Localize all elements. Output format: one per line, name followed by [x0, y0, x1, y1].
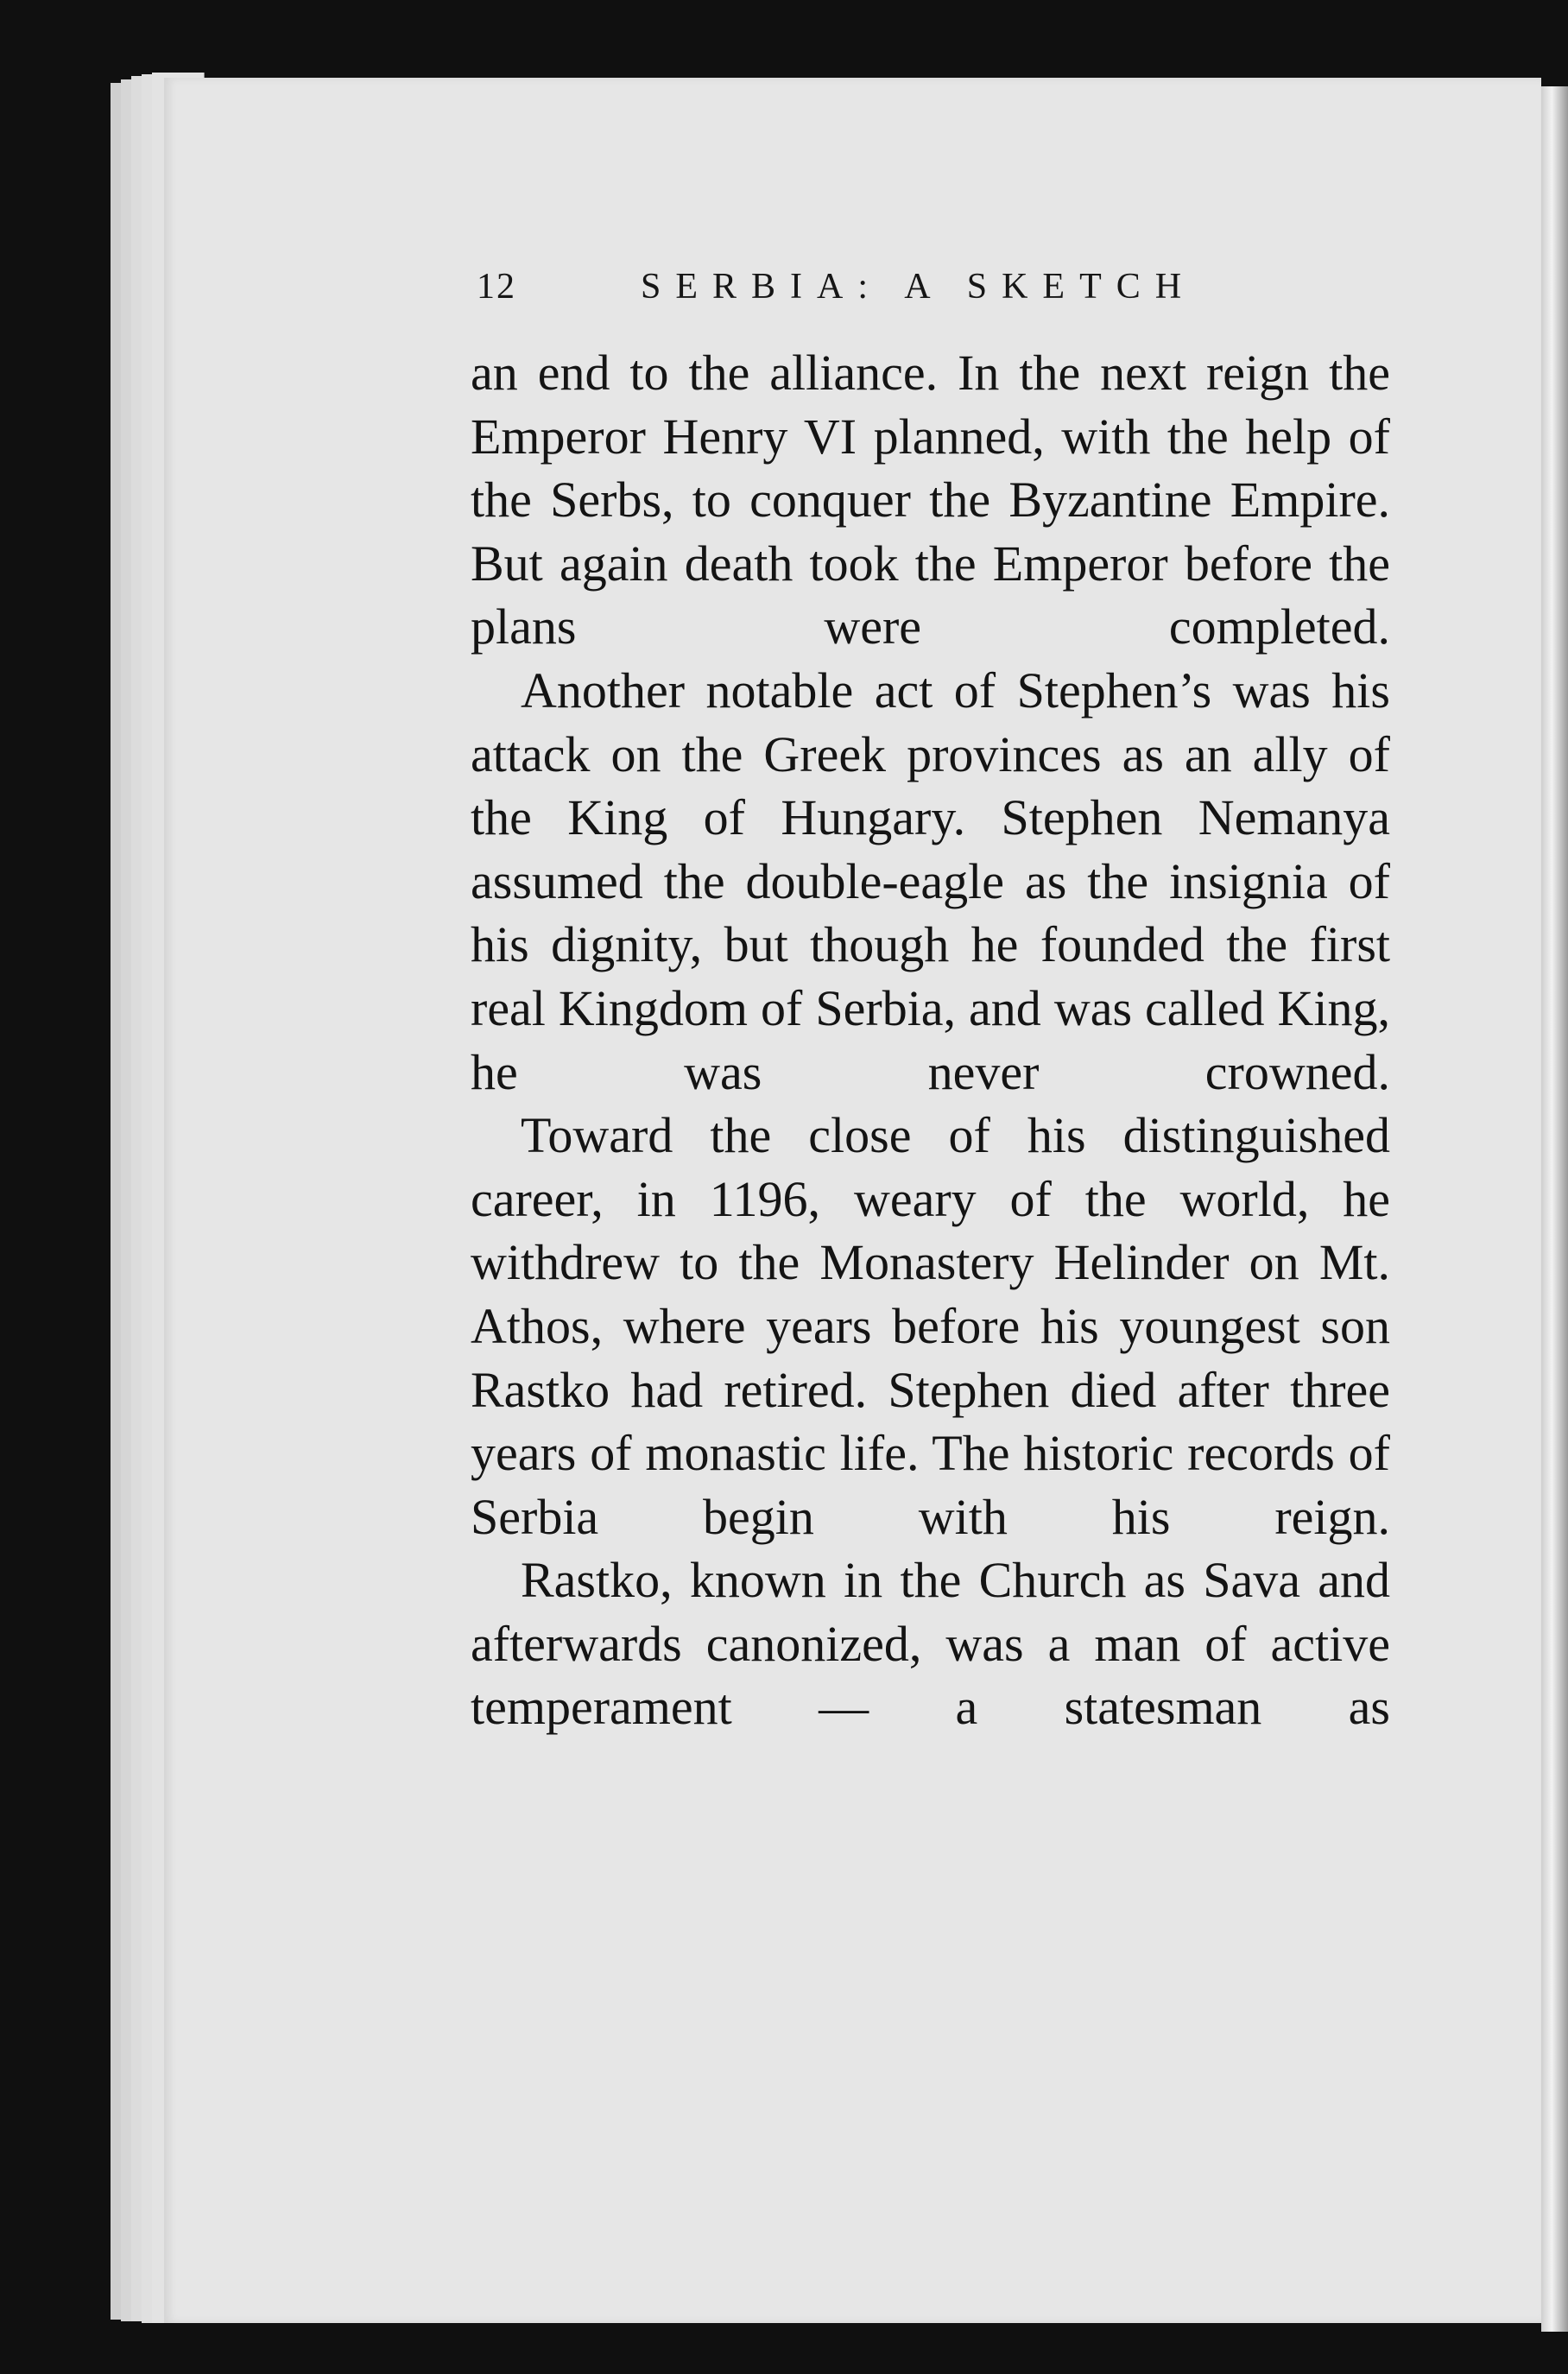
paragraph: an end to the alliance. In the next reign the Emperor Henry VI planned, with the help of the Serbs, to conquer the Byzantine Empire. But again death took the Emperor before the plans were completed. — [471, 345, 1390, 655]
paragraph: Rastko, known in the Church as Sava and afterwards canonized, was a man of active temperament — a statesman as — [471, 1552, 1390, 1736]
paragraph: Toward the close of his distinguished career, in 1196, weary of the world, he withdrew to the Monastery Helinder on Mt. Athos, where years before his youngest son Rastko had retired. Stephen died after three years of monastic life. The historic records of Serbia begin with his reign. — [471, 1107, 1390, 1545]
page-edge-right — [1541, 86, 1568, 2332]
running-head — [477, 266, 1400, 318]
body-text — [471, 341, 1390, 1739]
running-title: SERBIA: A SKETCH — [641, 267, 1197, 307]
paragraph: Another notable act of Stephen’s was his attack on the Greek provinces as an ally of the King of Hungary. Stephen Nemanya assumed the double-eagle as the insignia of his dignity, but though he founded the first real Kingdom of Serbia, and was called King, he was never crowned. — [471, 662, 1390, 1100]
page-number: 12 — [477, 267, 516, 307]
